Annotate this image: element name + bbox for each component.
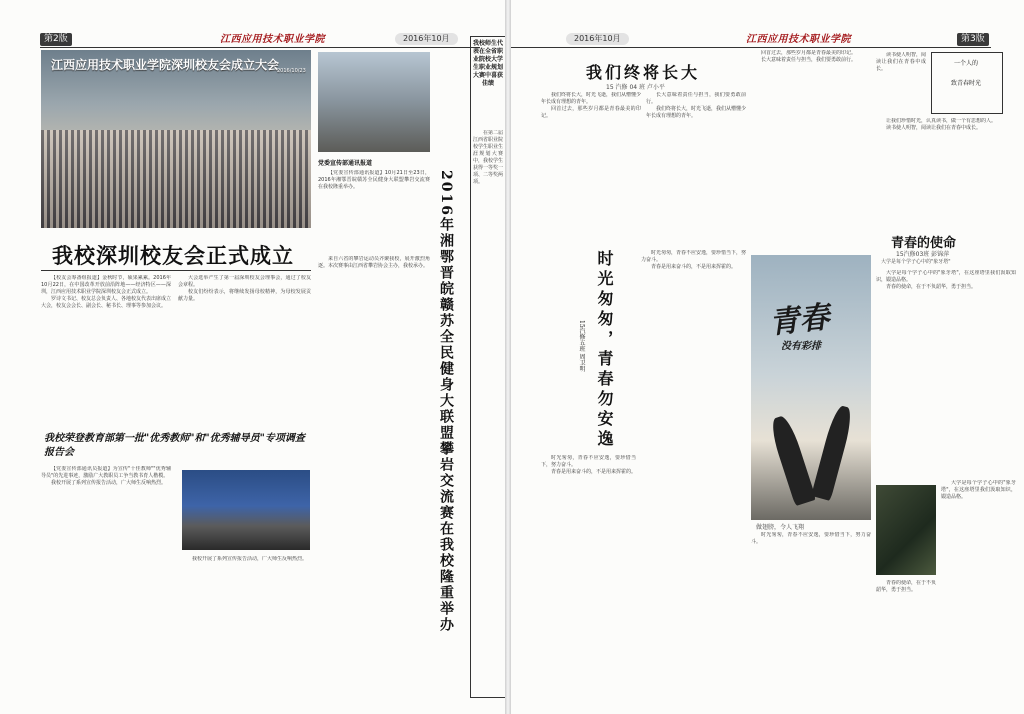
photo-timestamp: 2016/10/23 xyxy=(277,68,306,74)
feature3-body-0: 大学是每个学子心中的"象牙塔"，在这座塔里我们汲取知识，锻造品格。 xyxy=(876,270,1016,283)
right-page xyxy=(511,0,1024,714)
report-meeting-photo xyxy=(182,470,310,550)
main-article-col1 xyxy=(41,275,171,425)
sidebar-body-text: 在第二届江西省职业院校学生职业生涯规划大赛中，我校学生获得一等奖一项、二等奖两项。 xyxy=(473,130,503,185)
book-photo xyxy=(876,485,936,575)
main-lead: 【校友会筹备组报道】金秋时节，硕果累累。2016年10月22日，在中国改革开放前沿阵地——经济特区——深圳，江西应用技术职业学院深圳校友会正式成立。 xyxy=(41,275,171,295)
left-page xyxy=(0,0,505,714)
feature2-body-0b: 时光匆匆，青春不应安逸，要珍惜当下，努力奋斗。 xyxy=(641,250,746,263)
date-left: 2016年10月 xyxy=(395,33,458,45)
feature2-body-0: 时光匆匆，青春不应安逸，要珍惜当下，努力奋斗。 xyxy=(541,455,636,468)
feature3-body xyxy=(876,270,1016,480)
feature3-body-col2 xyxy=(941,480,1016,695)
main-headline: 我校深圳校友会正式成立 xyxy=(52,243,294,268)
feature2-body-0c: 时光匆匆，青春不应安逸，要珍惜当下，努力奋斗。 xyxy=(751,532,871,545)
feature1-body-1b: 回首过去，那些岁月都是青春最美的印记。 xyxy=(761,50,857,56)
second-lead: 【党委宣传部通讯员报道】为宣传"十佳教师""优秀辅导员"的先进事迹，激励广大教职员工争当教书育人楷模。 xyxy=(41,466,171,479)
feature3-body-1b: 青春的使命，在于不负韶华，勇于担当。 xyxy=(876,580,936,593)
feature2-body-1b: 青春是用来奋斗的，不是用来挥霍的。 xyxy=(651,264,737,270)
feature4-col1 xyxy=(876,118,1016,228)
feature2-col1 xyxy=(541,455,636,695)
header-rule-right xyxy=(511,47,991,48)
feature1-headline: 我们终将长大 xyxy=(586,63,701,82)
feature3-body-0b: 大学是每个学子心中的"象牙塔"，在这座塔里我们汲取知识，锻造品格。 xyxy=(941,480,1016,500)
feature1-body-0: 我们终将长大，时光飞逝，我们从懵懂少年长成有理想的青年。 xyxy=(541,92,641,105)
feature3-body-1: 青春的使命，在于不负韶华，勇于担当。 xyxy=(886,284,977,290)
feature2-col3 xyxy=(751,532,871,697)
feature2-body-1: 青春是用来奋斗的，不是用来挥霍的。 xyxy=(551,469,636,475)
header-rule-left xyxy=(40,47,480,48)
feature1-body-2: 长大意味着责任与担当，我们要勇敢前行。 xyxy=(646,92,746,105)
corner-box-line1: 一个人的 xyxy=(953,60,978,67)
vertical-feature-body xyxy=(318,256,430,696)
photo-calligraphy-sub: 没有彩排 xyxy=(781,341,821,352)
vertical-feature-body-text: 来自六省的攀岩运动员齐聚我校，展开激烈角逐。本次赛事由江西省攀岩协会主办，我校承办。 xyxy=(318,256,430,269)
feature3-body-col3 xyxy=(876,580,936,695)
feature1-body-1: 回首过去，那些岁月都是青春最美的印记。 xyxy=(541,106,641,119)
photo-calligraphy: 青春 xyxy=(767,299,832,342)
feature4-body-1: 让我们珍惜时光，认真读书，做一个有思想的人。 xyxy=(886,118,997,124)
feature1-col3 xyxy=(751,50,866,250)
feature1-body-2b: 长大意味着责任与担当，我们要勇敢前行。 xyxy=(761,57,857,63)
main-body-3: 校友们纷纷表示，将继续发扬母校精神，为母校发展贡献力量。 xyxy=(178,289,311,302)
photo-caption: 做翅膀，令人飞翔 xyxy=(756,524,805,531)
climbing-photo xyxy=(318,52,430,152)
feature4-body-0: 读书使人明智，阅读让我们在青春中成长。 xyxy=(876,52,926,72)
feature3-headline: 青春的使命 xyxy=(891,236,957,251)
photo-banner: 江西应用技术职业学院深圳校友会成立大会 xyxy=(51,58,280,72)
feature1-byline: 15 汽修 04 班 卢小平 xyxy=(606,84,665,91)
corner-box-line2: 致青春时光 xyxy=(950,80,981,87)
feature2-byline: 15汽修五班 周卫明 xyxy=(578,320,585,372)
vertical-feature-header: 党委宣传部通讯报道 xyxy=(318,160,373,167)
youth-silhouette-photo xyxy=(751,255,871,520)
main-body-1: 罗诗文书记、校友总会负责人、各地校友代表出席成立大会，校友会会长、副会长、秘书长、理事等参加会议。 xyxy=(41,296,171,309)
feature2-col2 xyxy=(641,250,746,695)
masthead-left: 江西应用技术职业学院 xyxy=(220,34,325,45)
feature1-col2 xyxy=(646,92,746,242)
silhouette-figure-1 xyxy=(768,414,817,506)
sidebar-title: 我校师生代表在全省职业院校大学生职业规划大赛中喜获佳绩 xyxy=(473,40,504,87)
masthead-right: 江西应用技术职业学院 xyxy=(746,34,851,45)
second-article-col1 xyxy=(41,466,171,696)
feature4-body-0b: 读书使人明智，阅读让我们在青春中成长。 xyxy=(886,125,982,131)
second-headline: 我校荣登教育部第一批"优秀教师"和"优秀辅导员"专项调查报告会 xyxy=(44,433,305,458)
page-number-left: 第2版 xyxy=(40,33,72,46)
page-number-right: 第3版 xyxy=(957,33,989,46)
headline-rule xyxy=(41,270,311,271)
vertical-feature-title: 2016年湘鄂晋皖赣苏全民健身大联盟攀岩交流赛在我校隆重举办 xyxy=(438,170,454,633)
feature1-col1 xyxy=(541,92,641,242)
feature3-byline: 15汽修03班 彭锦萍 xyxy=(896,251,950,258)
vertical-feature-lead: 【党委宣传部通讯报道】10月21日至23日，2016年湘鄂晋皖赣苏全民健身大联盟攀岩交流赛在我校隆重举办。 xyxy=(318,170,430,190)
vertical-feature-lead-box xyxy=(318,170,430,250)
silhouette-figure-2 xyxy=(811,404,855,501)
second-body: 我校开展了系列宣传报告活动，广大师生反响热烈。 xyxy=(51,480,167,486)
feature3-quote: 大学是每个学子心中的"象牙塔" xyxy=(881,259,951,265)
group-photo xyxy=(41,50,311,228)
main-article-col2 xyxy=(178,275,311,425)
group-people xyxy=(41,130,311,228)
sidebar-body xyxy=(473,130,503,690)
second-article-col2 xyxy=(182,556,310,696)
date-right: 2016年10月 xyxy=(566,33,629,45)
main-body-2: 大会选举产生了第一届深圳校友会理事会，通过了校友会章程。 xyxy=(178,275,311,288)
second-body-2: 我校开展了系列宣传报告活动，广大师生反响热烈。 xyxy=(192,556,308,562)
feature1-body-0b: 我们终将长大，时光飞逝，我们从懵懂少年长成有理想的青年。 xyxy=(646,106,746,119)
feature2-title: 时光匆匆，青春勿安逸 xyxy=(595,250,614,450)
